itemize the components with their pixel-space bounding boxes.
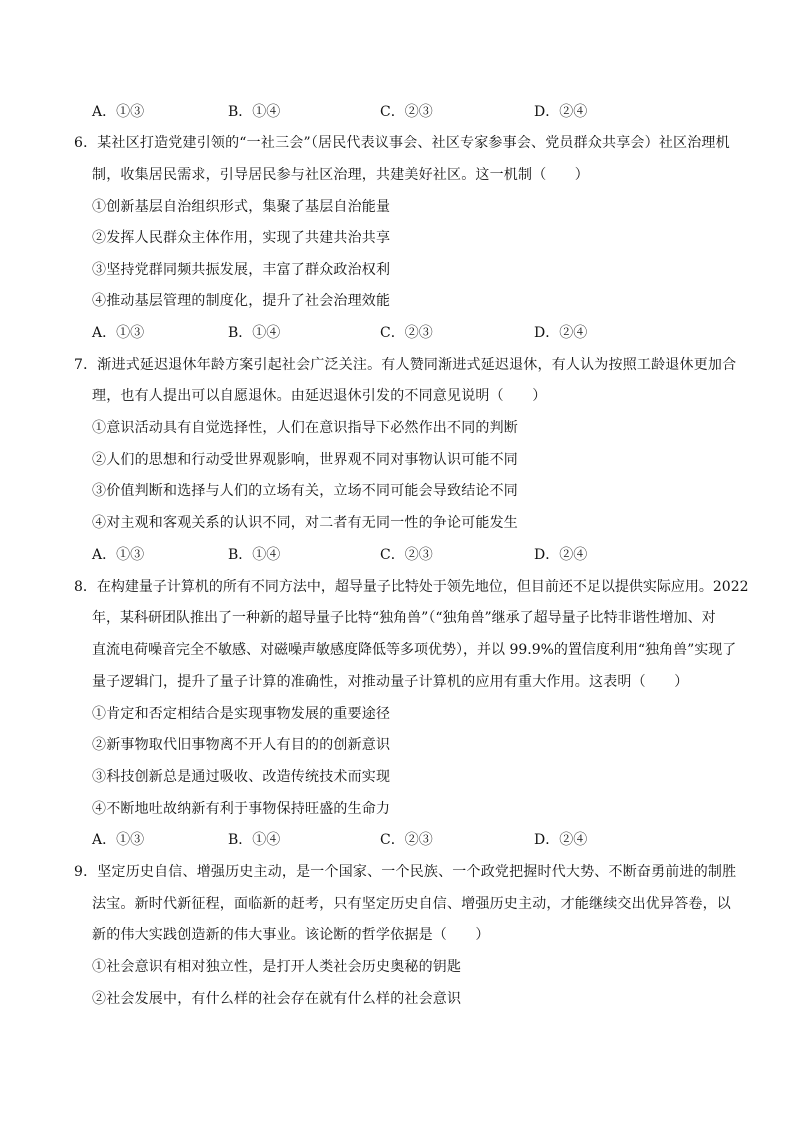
q8-options bbox=[92, 830, 732, 850]
q6-stem-line-2: 制，收集居民需求，引导居民参与社区治理，共建美好社区。这一机制（ ） bbox=[92, 167, 589, 183]
q7-option-a: A．①③ bbox=[92, 547, 145, 563]
q8-option-a: A．①③ bbox=[92, 832, 145, 848]
q7-item-1: ①意识活动具有自觉选择性，人们在意识指导下必然作出不同的判断 bbox=[92, 420, 518, 436]
q8-stem-line-1: 8．在构建量子计算机的所有不同方法中，超导量子比特处于领先地位，但目前还不足以提供实际应用。2022 bbox=[74, 579, 749, 595]
q9-stem-line-3: 新的伟大实践创造新的伟大事业。该论断的哲学依据是（ ） bbox=[92, 927, 490, 943]
q8-stem-line-2: 年，某科研团队推出了一种新的超导量子比特“独角兽”（“独角兽”继承了超导量子比特非谐性增加、对 bbox=[92, 610, 716, 626]
q5-option-a: A．①③ bbox=[92, 104, 145, 120]
q7-item-2: ②人们的思想和行动受世界观影响，世界观不同对事物认识可能不同 bbox=[92, 452, 518, 468]
q7-item-3: ③价值判断和选择与人们的立场有关，立场不同可能会导致结论不同 bbox=[92, 483, 518, 499]
q7-option-b: B．①④ bbox=[228, 547, 281, 563]
q8-item-4: ④不断地吐故纳新有利于事物保持旺盛的生命力 bbox=[92, 801, 391, 817]
q5-options bbox=[92, 102, 732, 122]
q6-stem-line-1: 6．某社区打造党建引领的“一社三会”（居民代表议事会、社区专家参事会、党员群众共享会）社区治理机 bbox=[74, 135, 730, 151]
q5-option-d: D．②④ bbox=[534, 104, 588, 120]
q8-option-d: D．②④ bbox=[534, 832, 588, 848]
q6-option-a: A．①③ bbox=[92, 325, 145, 341]
q8-item-1: ①肯定和否定相结合是实现事物发展的重要途径 bbox=[92, 706, 391, 722]
q6-options bbox=[92, 323, 732, 343]
q5-option-b: B．①④ bbox=[228, 104, 281, 120]
q8-option-b: B．①④ bbox=[228, 832, 281, 848]
q7-option-d: D．②④ bbox=[534, 547, 588, 563]
q5-option-c: C．②③ bbox=[380, 104, 433, 120]
q7-item-4: ④对主观和客观关系的认识不同，对二者有无同一性的争论可能发生 bbox=[92, 515, 518, 531]
q8-stem-line-3: 直流电荷噪音完全不敏感、对磁噪声敏感度降低等多项优势），并以 99.9%的置信度利用“独角兽”实现了 bbox=[92, 642, 737, 658]
q8-stem-line-4: 量子逻辑门，提升了量子计算的准确性，对推动量子计算机的应用有重大作用。这表明（ ） bbox=[92, 674, 689, 690]
q9-stem-line-1: 9．坚定历史自信、增强历史主动，是一个国家、一个民族、一个政党把握时代大势、不断奋勇前进的制胜 bbox=[74, 864, 737, 880]
q7-option-c: C．②③ bbox=[380, 547, 433, 563]
q6-option-b: B．①④ bbox=[228, 325, 281, 341]
q7-stem-line-1: 7．渐进式延迟退休年龄方案引起社会广泛关注。有人赞同渐进式延迟退休，有人认为按照工龄退休更加合 bbox=[74, 357, 737, 373]
q8-item-2: ②新事物取代旧事物离不开人有目的的创新意识 bbox=[92, 737, 391, 753]
q8-option-c: C．②③ bbox=[380, 832, 433, 848]
q6-item-3: ③坚持党群同频共振发展，丰富了群众政治权利 bbox=[92, 262, 391, 278]
q6-option-c: C．②③ bbox=[380, 325, 433, 341]
q9-item-1: ①社会意识有相对独立性，是打开人类社会历史奥秘的钥匙 bbox=[92, 959, 462, 975]
q6-item-2: ②发挥人民群众主体作用，实现了共建共治共享 bbox=[92, 230, 391, 246]
q7-stem-line-2: 理，也有人提出可以自愿退休。由延迟退休引发的不同意见说明（ ） bbox=[92, 388, 547, 404]
q9-stem-line-2: 法宝。新时代新征程，面临新的赶考，只有坚定历史自信、增强历史主动，才能继续交出优异答卷，以 bbox=[92, 896, 731, 912]
q9-item-2: ②社会发展中，有什么样的社会存在就有什么样的社会意识 bbox=[92, 991, 462, 1007]
q8-item-3: ③科技创新总是通过吸收、改造传统技术而实现 bbox=[92, 769, 391, 785]
q6-item-4: ④推动基层管理的制度化，提升了社会治理效能 bbox=[92, 293, 391, 309]
q6-item-1: ①创新基层自治组织形式，集聚了基层自治能量 bbox=[92, 199, 391, 215]
q7-options bbox=[92, 545, 732, 565]
q6-option-d: D．②④ bbox=[534, 325, 588, 341]
